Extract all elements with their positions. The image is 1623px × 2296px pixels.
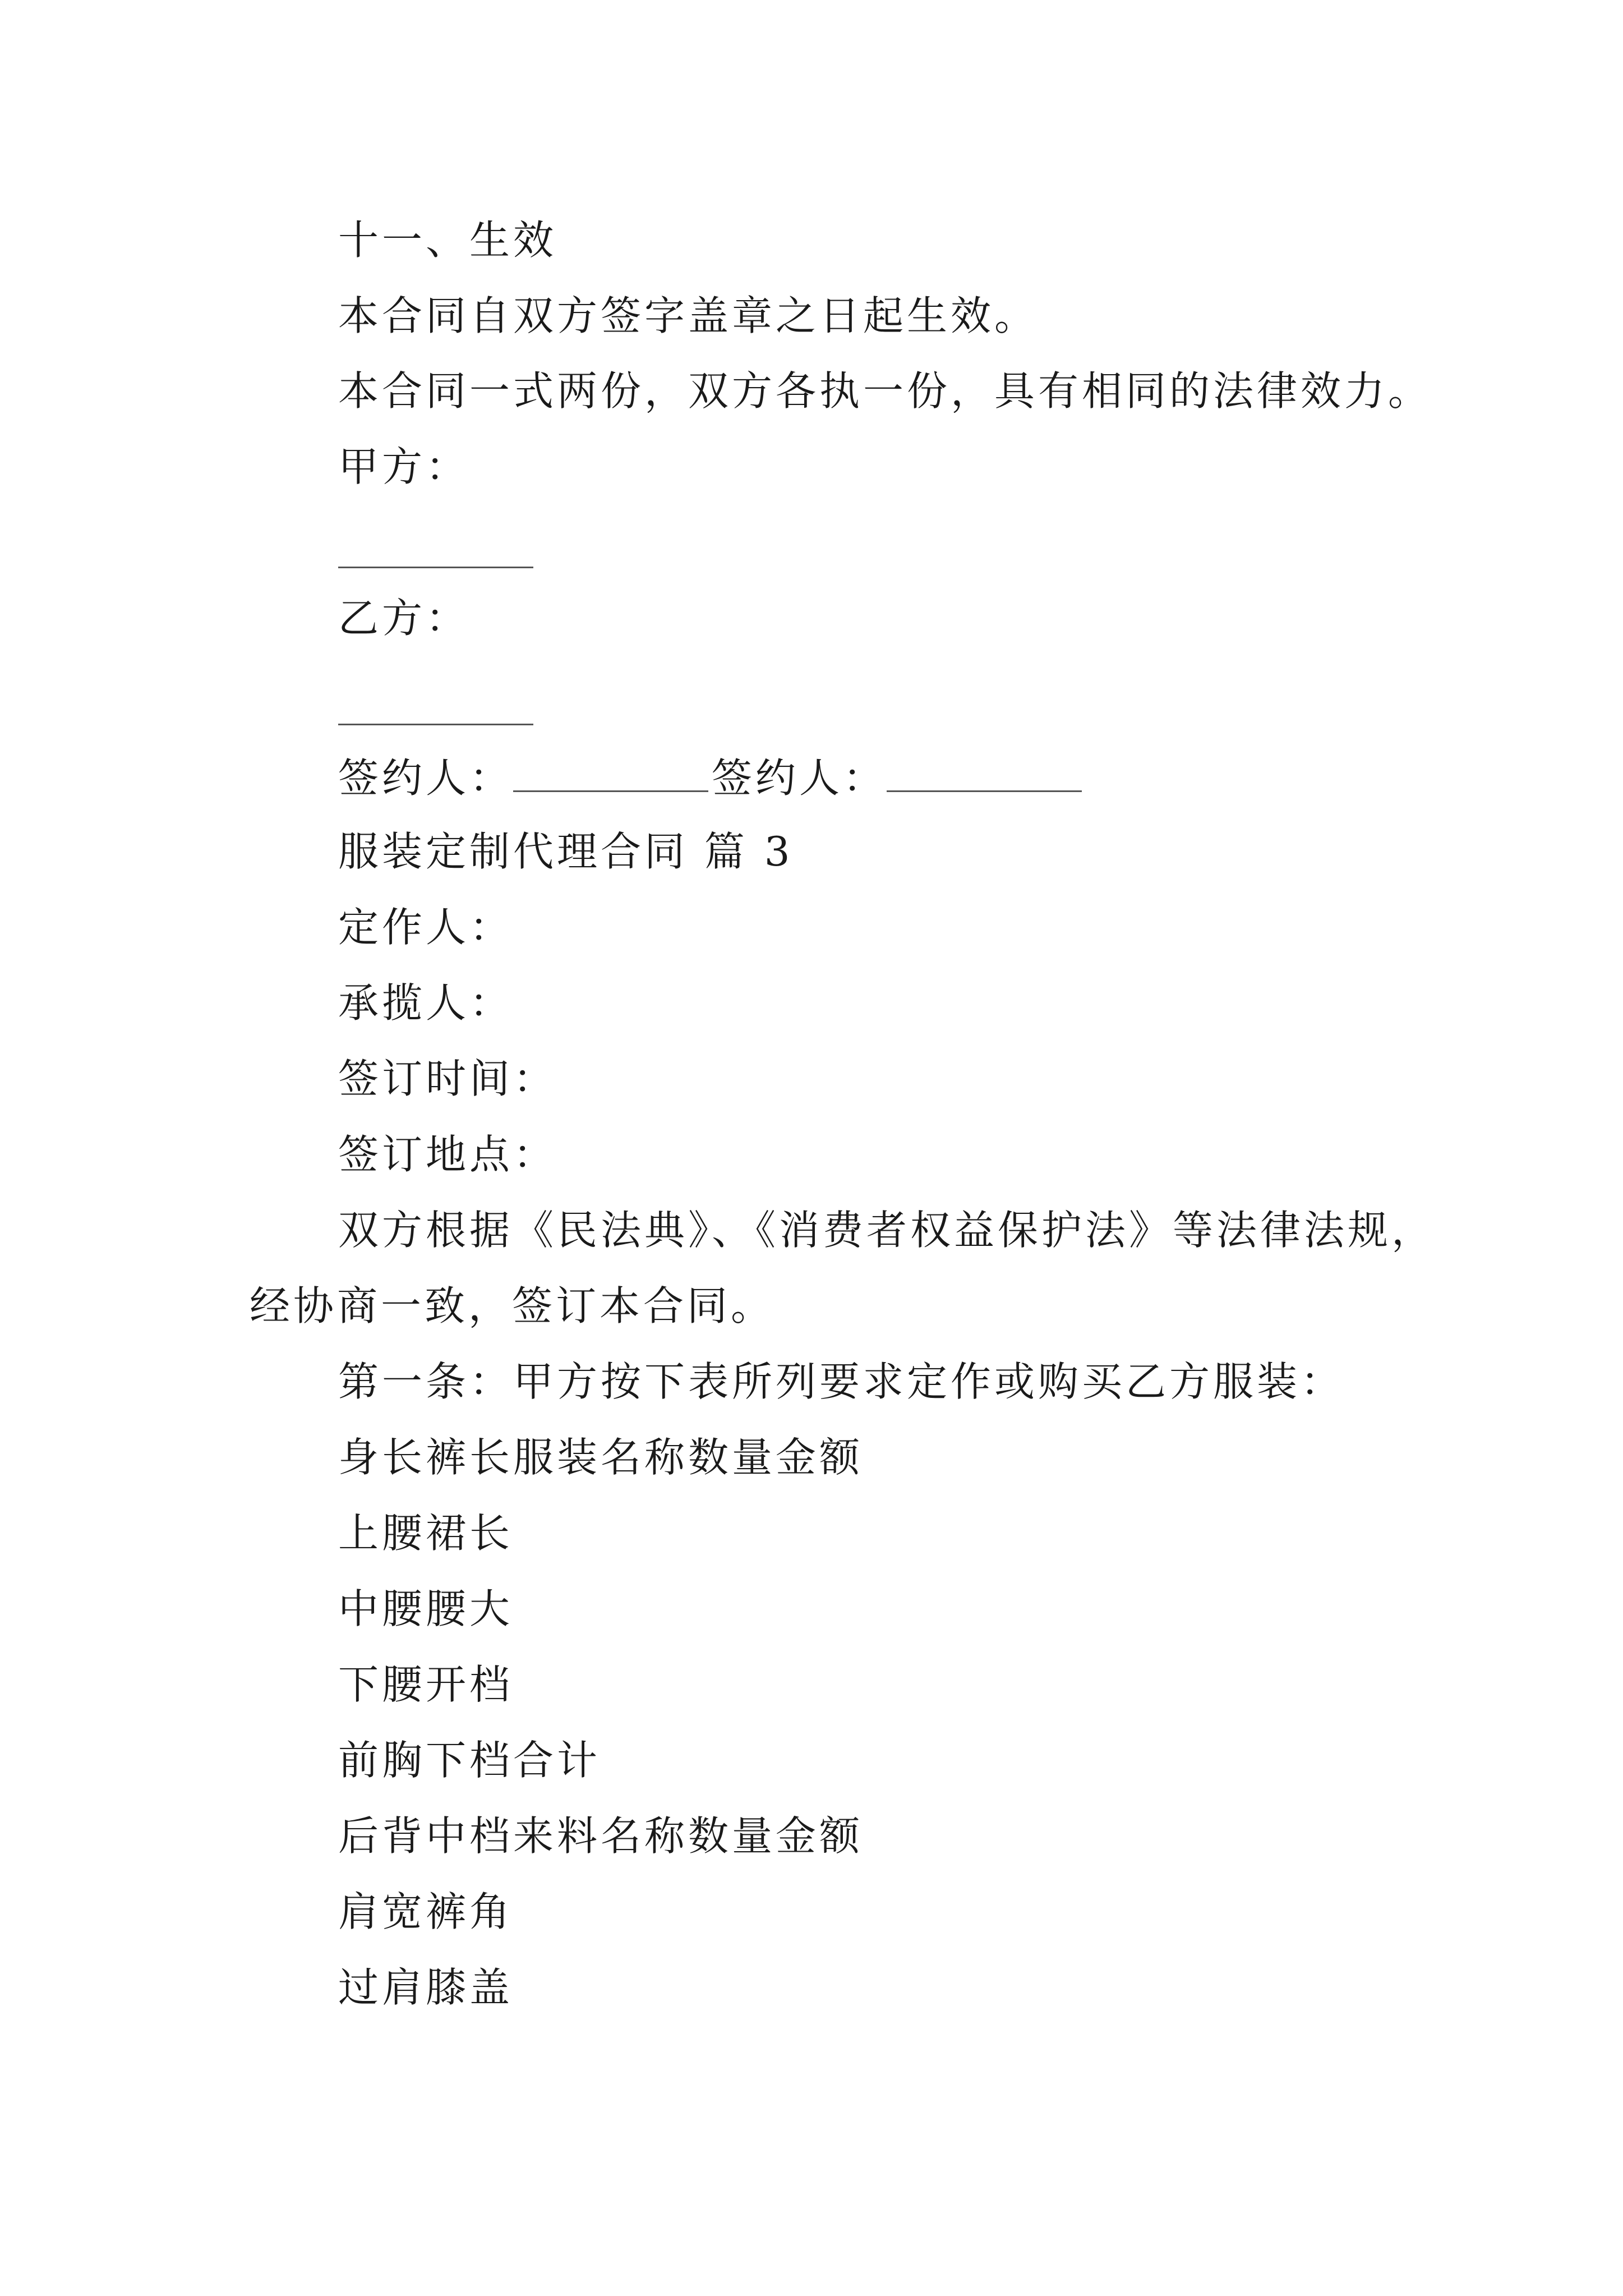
signatory-row [338, 750, 1085, 803]
sign-time-label: 签订时间： [338, 1055, 557, 1102]
table-row: 身长裤长服装名称数量金额 [338, 1434, 864, 1481]
preamble-line-1: 双方根据《民法典》、《消费者权益保护法》等法律法规， [338, 1207, 1436, 1254]
section-effect-title: 十一、生效 [338, 217, 557, 264]
party-a-signature-line [338, 567, 533, 568]
table-row: 后背中档来料名称数量金额 [338, 1812, 864, 1860]
table-row: 肩宽裤角 [338, 1888, 514, 1935]
signatory-a-blank [513, 750, 708, 792]
table-row: 前胸下档合计 [338, 1737, 601, 1784]
customer-label: 定作人： [338, 904, 514, 951]
signatory-b-label: 签约人： [712, 754, 887, 802]
table-row: 下腰开档 [338, 1661, 514, 1708]
effect-paragraph-2: 本合同一式两份，双方各执一份，具有相同的法律效力。 [338, 367, 1432, 415]
party-b-label: 乙方： [338, 595, 470, 642]
effect-paragraph-1: 本合同自双方签字盖章之日起生效。 [338, 292, 1039, 339]
party-b-signature-line [338, 724, 533, 725]
table-row: 过肩膝盖 [338, 1964, 514, 2011]
sign-place-label: 签订地点： [338, 1131, 557, 1178]
table-row: 上腰裙长 [338, 1510, 514, 1557]
article-1: 第一条：甲方按下表所列要求定作或购买乙方服装： [338, 1358, 1345, 1405]
signatory-b-blank [887, 750, 1082, 792]
party-a-label: 甲方： [338, 443, 470, 490]
preamble-line-2: 经协商一致，签订本合同。 [250, 1282, 775, 1329]
contract-heading: 服装定制代理合同 篇 3 [338, 828, 794, 875]
contractor-label: 承揽人： [338, 979, 514, 1027]
signatory-a-label: 签约人： [338, 754, 514, 802]
table-row: 中腰腰大 [338, 1585, 514, 1632]
